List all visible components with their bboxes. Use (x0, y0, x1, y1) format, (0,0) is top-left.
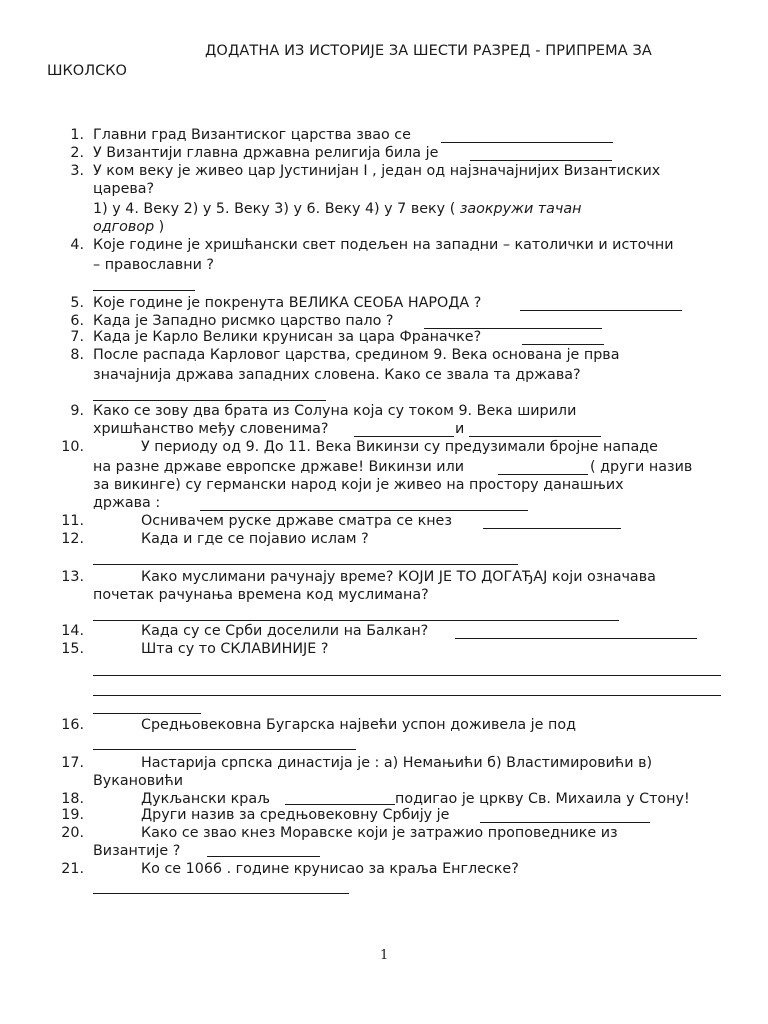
question-number: 12. (61, 531, 84, 547)
question-text: Главни град Византиског царства звао се (93, 127, 411, 143)
answer-blank[interactable] (522, 344, 604, 345)
question-text: ( други назив (590, 459, 693, 475)
answer-blank[interactable] (498, 474, 588, 475)
answer-blank[interactable] (93, 893, 349, 894)
question-text: У Византији главна државна религија била је (93, 145, 439, 161)
question-number: 16. (61, 717, 84, 733)
question-text: Како се звао кнез Моравске који је затражио проповеднике из (141, 825, 618, 841)
question-number: 15. (61, 641, 84, 657)
question-text: Ко се 1066 . године крунисао за краља Енглеске? (141, 861, 519, 877)
answer-blank[interactable] (480, 822, 650, 823)
question-text: Византије ? (93, 843, 181, 859)
question-text: Када је Западно рисмко царство пало ? (93, 313, 394, 329)
question-number: 6. (70, 313, 84, 329)
question-text: на разне државе европске државе! Викинзи или (93, 459, 465, 475)
question-text: за викинге) су германски народ који је живео на простору данашњих (93, 477, 624, 493)
question-text: Дукљански краљ (141, 791, 270, 807)
question-text: Други назив за средњовековну Србију је (141, 807, 450, 823)
question-number: 21. (61, 861, 84, 877)
question-text: Како муслимани рачунају време? КОЈИ ЈЕ ТО ДОГАЂАЈ који означава (141, 569, 656, 585)
answer-blank[interactable] (455, 638, 697, 639)
question-text: Како се зову два брата из Солуна која су током 9. Века ширили (93, 403, 577, 419)
instruction-italic: одговор (93, 219, 155, 235)
instruction-italic: заокружи тачан (459, 201, 582, 217)
question-number: 2. (70, 145, 84, 161)
question-text: Шта су то СКЛАВИНИЈЕ ? (141, 641, 329, 657)
question-text: држава : (93, 495, 161, 511)
answer-blank[interactable] (93, 695, 721, 696)
question-text: После распада Карловог царства, средином 9. Века основана је прва (93, 347, 620, 363)
answer-blank[interactable] (93, 620, 619, 621)
document-title: ДОДАТНА ИЗ ИСТОРИЈЕ ЗА ШЕСТИ РАЗРЕД - ПРИПРЕМА ЗА (205, 43, 652, 59)
question-text: – православни ? (93, 257, 215, 273)
question-text: Средњовековна Бугарска највећи успон доживела је под (141, 717, 576, 733)
question-text: Када је Карло Велики крунисан за цара Франачке? (93, 329, 482, 345)
question-text: значајнија држава западних словена. Како се звала та држава? (93, 367, 581, 383)
question-text: подигао је цркву Св. Михаила у Стону! (395, 791, 690, 807)
answer-blank[interactable] (93, 713, 201, 714)
question-text: Које године је покренута ВЕЛИКА СЕОБА НАРОДА ? (93, 295, 482, 311)
answer-blank[interactable] (483, 528, 621, 529)
answer-blank[interactable] (93, 564, 518, 565)
question-number: 20. (61, 825, 84, 841)
question-number: 19. (61, 807, 84, 823)
answer-blank[interactable] (200, 510, 528, 511)
question-number: 14. (61, 623, 84, 639)
answer-blank[interactable] (207, 856, 320, 857)
answer-blank[interactable] (470, 160, 612, 161)
question-text: Настарија српска династија је : а) Немањићи б) Властимировићи в) (141, 755, 653, 771)
question-text: Вукановићи (93, 773, 184, 789)
question-number: 18. (61, 791, 84, 807)
question-text: У периоду од 9. До 11. Века Викинзи су предузимали бројне нападе (141, 439, 658, 455)
document-title-continued: ШКОЛСКО (47, 63, 127, 79)
instruction-continued (93, 218, 164, 236)
question-text: царева? (93, 181, 155, 197)
answer-blank[interactable] (441, 142, 613, 143)
question-text: Оснивачем руске државе сматра се кнез (141, 513, 452, 529)
question-number: 4. (70, 237, 84, 253)
answer-blank[interactable] (93, 400, 326, 401)
question-text: почетак рачунања времена код муслимана? (93, 587, 429, 603)
question-number: 11. (61, 513, 84, 529)
page-number: 1 (380, 948, 389, 963)
question-text: Када су се Срби доселили на Балкан? (141, 623, 429, 639)
options-text: 1) у 4. Веку 2) у 5. Веку 3) у 6. Веку 4) у 7 веку ( (93, 201, 460, 217)
answer-options (93, 200, 581, 218)
question-number: 13. (61, 569, 84, 585)
question-number: 3. (70, 163, 84, 179)
answer-blank[interactable] (520, 310, 682, 311)
question-number: 10. (61, 439, 84, 455)
question-text: Када и где се појавио ислам ? (141, 531, 369, 547)
question-number: 17. (61, 755, 84, 771)
question-number: 1. (70, 127, 84, 143)
answer-blank[interactable] (469, 436, 601, 437)
closing-paren: ) (154, 219, 165, 235)
question-text: У ком веку је живео цар Јустинијан I , један од најзначајнијих Византиских (93, 163, 661, 179)
conjunction-text: и (455, 421, 465, 437)
answer-blank[interactable] (354, 436, 454, 437)
question-number: 7. (70, 329, 84, 345)
answer-blank[interactable] (285, 804, 395, 805)
question-number: 5. (70, 295, 84, 311)
answer-blank[interactable] (93, 749, 356, 750)
question-number: 8. (70, 347, 84, 363)
question-text: хришћанство међу словенима? (93, 421, 329, 437)
answer-blank[interactable] (93, 290, 195, 291)
answer-blank[interactable] (93, 675, 721, 676)
question-text: Које године је хришћански свет подељен на западни – католички и источни (93, 237, 674, 253)
question-number: 9. (70, 403, 84, 419)
